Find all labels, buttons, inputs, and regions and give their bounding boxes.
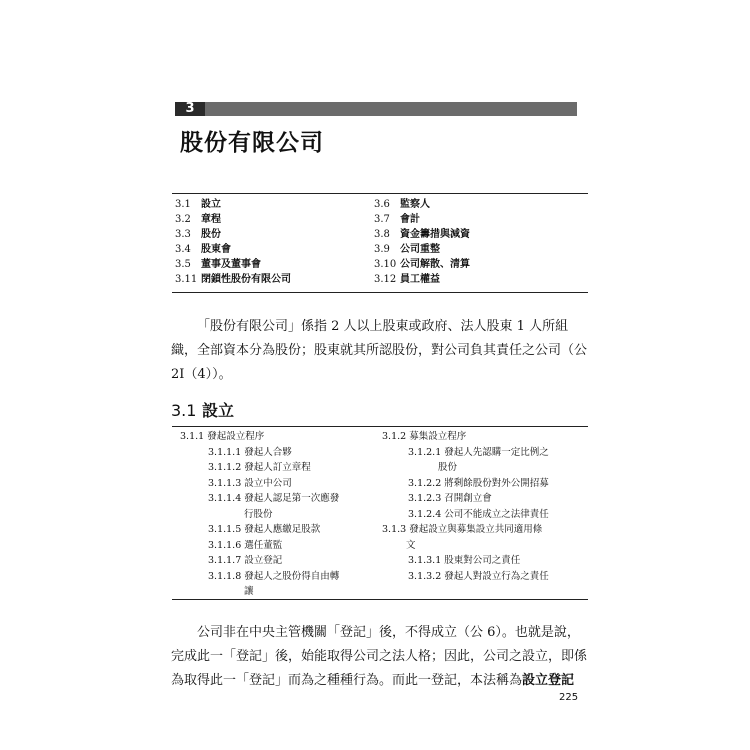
body-paragraph (171, 621, 591, 693)
toc-entry: 3.12 員工權益 (374, 274, 440, 285)
toc-entry: 3.8 資金籌措與減資 (374, 229, 470, 240)
toc-entry: 3.7 會計 (374, 214, 420, 225)
emphasis-term: 設立登記 (522, 673, 575, 688)
section-toc-entry: 3.1.1.5 發起人應繳足股款 (208, 524, 321, 535)
chapter-toc (172, 193, 588, 293)
toc-entry: 3.5 董事及董事會 (175, 259, 261, 270)
section-toc-entry: 3.1.1.7 設立登記 (208, 555, 283, 566)
intro-paragraph (171, 315, 591, 387)
chapter-title: 股份有限公司 (180, 130, 324, 156)
section-toc-entry: 3.1.2.3 召開創立會 (408, 493, 492, 504)
section-toc-entry-continuation: 行股份 (244, 508, 273, 520)
paragraph-line: 「股份有限公司」係指 2 人以上股東或政府、法人股東 1 人所組 (197, 319, 569, 334)
toc-entry: 3.6 監察人 (374, 199, 430, 210)
toc-entry: 3.4 股東會 (175, 244, 231, 255)
section-toc-entry-continuation: 股份 (438, 462, 458, 473)
section-toc-entry: 3.1.2.2 將剩餘股份對外公開招募 (408, 477, 549, 489)
toc-entry: 3.1 設立 (175, 199, 221, 210)
section-heading (171, 398, 234, 421)
section-toc-entry: 3.1.3 發起設立與募集設立共同適用條 (382, 524, 543, 535)
toc-entry: 3.10 公司解散、清算 (374, 259, 470, 270)
paragraph-line: 2Ⅰ（4））。 (171, 367, 232, 382)
section-toc-entry-continuation: 讓 (244, 586, 254, 597)
paragraph-line: 織，全部資本分為股份；股東就其所認股份，對公司負其責任之公司（公 (171, 343, 588, 358)
section-toc-entry: 3.1.2.4 公司不能成立之法律責任 (408, 508, 549, 520)
section-toc (172, 426, 588, 600)
section-toc-entry: 3.1.1.4 發起人認足第一次應發 (208, 493, 340, 504)
paragraph-line: 公司非在中央主管機關「登記」後，不得成立（公 6）。也就是說， (197, 625, 580, 640)
section-toc-entry: 3.1.1.8 發起人之股份得自由轉 (208, 570, 340, 582)
page-number: 225 (559, 692, 579, 703)
paragraph-line (171, 669, 591, 693)
paragraph-line: 完成此一「登記」後，始能取得公司之法人格；因此，公司之設立，即係 (171, 649, 588, 664)
toc-entry: 3.9 公司重整 (374, 244, 440, 255)
section-toc-entry-continuation: 文 (406, 539, 416, 551)
section-toc-entry: 3.1.2 募集設立程序 (382, 431, 467, 442)
chapter-rule (205, 102, 577, 116)
chapter-header-bar (175, 102, 577, 116)
section-title: 設立 (202, 401, 235, 420)
section-toc-entry: 3.1.1 發起設立程序 (180, 431, 265, 442)
section-toc-left-column (180, 429, 380, 600)
section-toc-entry: 3.1.3.1 股東對公司之責任 (408, 555, 521, 566)
section-toc-entry: 3.1.3.2 發起人對設立行為之責任 (408, 570, 549, 582)
chapter-toc-left-column (175, 197, 291, 287)
section-toc-right-column (382, 429, 587, 584)
toc-entry: 3.3 股份 (175, 229, 221, 240)
section-toc-entry: 3.1.1.3 設立中公司 (208, 477, 292, 489)
section-number: 3.1 (171, 401, 197, 420)
toc-entry: 3.11 閉鎖性股份有限公司 (175, 274, 291, 285)
paragraph-text: 為取得此一「登記」而為之種種行為。而此一登記，本法稱為 (171, 673, 523, 688)
section-toc-entry: 3.1.1.2 發起人訂立章程 (208, 462, 311, 473)
chapter-number: 3 (175, 102, 205, 116)
section-toc-entry: 3.1.2.1 發起人先認購一定比例之 (408, 446, 549, 458)
section-toc-entry: 3.1.1.1 發起人合夥 (208, 446, 292, 458)
chapter-toc-right-column (374, 197, 470, 287)
toc-entry: 3.2 章程 (175, 214, 221, 225)
section-toc-entry: 3.1.1.6 選任董監 (208, 539, 283, 551)
